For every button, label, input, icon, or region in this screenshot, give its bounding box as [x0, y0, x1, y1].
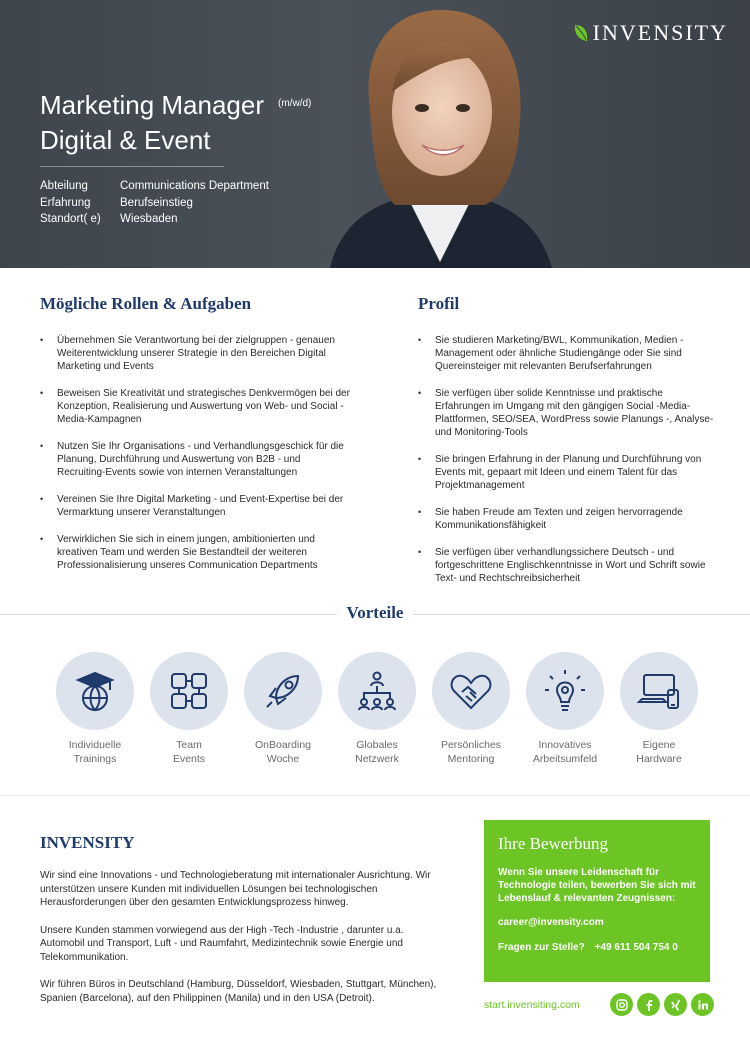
job-title-line1: Marketing Manager	[40, 90, 264, 120]
application-box	[484, 820, 710, 982]
benefit-circle	[56, 652, 134, 730]
application-email-link[interactable]: career@invensity.com	[498, 917, 604, 928]
graduation-globe-icon	[70, 666, 120, 716]
portrait-photo	[300, 0, 580, 268]
benefit-circle	[244, 652, 322, 730]
phone-number-link[interactable]: +49 611 504 754 0	[594, 942, 678, 953]
benefit-circle	[620, 652, 698, 730]
fact-row	[40, 195, 269, 212]
application-text: Wenn Sie unsere Leidenschaft für Technologie teilen, bewerben Sie sich mit Lebenslauf & relevanten Zeugnissen:	[498, 867, 696, 904]
benefit-label	[233, 738, 333, 766]
roles-section	[40, 294, 350, 586]
benefit-line2: Woche	[266, 753, 300, 765]
benefit-circle	[432, 652, 510, 730]
fact-row	[40, 178, 269, 195]
company-paragraph: Unsere Kunden stammen vorwiegend aus der High -Tech -Industrie , darunter u.a. Automobil und Transport, Luft - und Raumfahrt, Medizintechnik sowie Energie und Telekommunikation.	[40, 924, 404, 963]
fact-label: Standort( e)	[40, 213, 101, 225]
linkedin-icon	[696, 998, 710, 1012]
benefit-network	[338, 652, 416, 766]
job-title-line2: Digital & Event	[40, 125, 211, 155]
list-item: • Verwirklichen Sie sich in einem jungen, ambitionierten und kreativen Team und werden Sie Bestandteil der weiteren Professionalisierung unseres Communication Departments	[40, 533, 350, 572]
benefit-label	[327, 738, 427, 766]
profile-title: Profil	[418, 294, 460, 313]
section-separator	[0, 795, 750, 796]
fact-value: Berufseinstieg	[120, 196, 193, 209]
benefit-label	[609, 738, 709, 766]
job-title	[40, 86, 311, 158]
devices-icon	[634, 666, 684, 716]
benefit-line1: Innovatives	[538, 739, 592, 751]
benefit-mentoring	[432, 652, 510, 766]
benefit-circle	[150, 652, 228, 730]
handshake-heart-icon	[446, 666, 496, 716]
benefit-line1: Eigene	[642, 739, 676, 751]
team-hands-icon	[164, 666, 214, 716]
list-item: • Nutzen Sie Ihr Organisations - und Verhandlungsgeschick für die Planung, Durchführung und Auswertung von B2B - und Recruiting-Events sowie von internen Veranstaltungen	[40, 440, 350, 479]
fact-row	[40, 211, 269, 228]
fact-label: Erfahrung	[40, 196, 91, 209]
application-title: Ihre Bewerbung	[498, 834, 608, 853]
benefit-team-events	[150, 652, 228, 766]
instagram-link[interactable]	[610, 993, 633, 1016]
benefit-line1: Individuelle	[68, 739, 122, 751]
roles-list	[40, 334, 350, 572]
benefit-line1: OnBoarding	[254, 739, 312, 751]
benefit-label	[139, 738, 239, 766]
network-people-icon	[352, 666, 402, 716]
invensity-logo	[573, 20, 728, 46]
lightbulb-gear-icon	[540, 666, 590, 716]
list-item: • Vereinen Sie Ihre Digital Marketing - und Event-Expertise bei der Vermarktung unserer Veranstaltungen	[40, 493, 350, 519]
xing-icon	[669, 998, 683, 1012]
instagram-icon	[615, 998, 629, 1012]
fact-value: Wiesbaden	[120, 213, 178, 225]
company-paragraph: Wir sind eine Innovations - und Technologieberatung mit internationaler Ausrichtung. Wir unterstützen unsere Kunden mit individuellen Lösungen bei technologischen Herausforderungen über den gesamten Entwicklungsprozess hinweg.	[40, 870, 431, 908]
profile-section	[418, 294, 718, 599]
benefit-circle	[338, 652, 416, 730]
benefit-label	[421, 738, 521, 766]
hero-divider	[40, 166, 224, 167]
list-item: • Übernehmen Sie Verantwortung bei der zielgruppen - genauen Weiterentwicklung unserer Strategie in den Bereichen Digital Marketing und Events	[40, 334, 350, 373]
leaf-icon	[573, 23, 589, 43]
profile-list	[418, 334, 718, 585]
company-section	[40, 833, 440, 1005]
list-item: • Sie verfügen über solide Kenntnisse und praktische Erfahrungen im Umgang mit den gängigen Social -Media-Plattformen, SEO/SEA, WordPress sowie Planungs -, Analyse- und Monitoring-Tools	[418, 387, 718, 439]
website-link[interactable]: start.invensiting.com	[484, 999, 580, 1011]
social-links	[610, 993, 714, 1016]
list-item: • Sie haben Freude am Texten und zeigen hervorragende Kommunikationsfähigkeit	[418, 506, 718, 532]
benefit-line2: Netzwerk	[355, 753, 399, 765]
company-paragraph: Wir führen Büros in Deutschland (Hamburg, Düsseldorf, Wiesbaden, Stuttgart, München), Spanien (Barcelona), auf den Philippinen (Manila) und in den USA (Detroit).	[40, 979, 437, 1004]
hero-banner	[0, 0, 750, 268]
benefit-line2: Trainings	[73, 753, 117, 765]
benefit-line1: Persönliches	[440, 739, 502, 751]
gender-note: (m/w/d)	[278, 98, 312, 109]
rocket-icon	[258, 666, 308, 716]
benefit-hardware	[620, 652, 698, 766]
facebook-link[interactable]	[637, 993, 660, 1016]
linkedin-link[interactable]	[691, 993, 714, 1016]
fact-label: Abteilung	[40, 180, 88, 192]
job-facts	[40, 178, 269, 228]
benefit-line2: Hardware	[636, 753, 682, 765]
benefits-title: Vorteile	[337, 603, 414, 622]
benefits-heading	[0, 603, 750, 623]
benefit-onboarding	[244, 652, 322, 766]
benefit-workplace	[526, 652, 604, 766]
benefit-line2: Events	[172, 753, 206, 765]
benefit-line2: Arbeitsumfeld	[532, 753, 598, 765]
benefit-label	[45, 738, 145, 766]
benefit-label	[515, 738, 615, 766]
logo-text: INVENSITY	[592, 20, 728, 45]
xing-link[interactable]	[664, 993, 687, 1016]
phone-label: Fragen zur Stelle?	[498, 942, 585, 953]
benefits-row	[56, 652, 698, 766]
facebook-icon	[642, 998, 656, 1012]
fact-value: Communications Department	[120, 180, 269, 192]
list-item: • Sie bringen Erfahrung in der Planung und Durchführung von Events mit, gepaart mit Ideen und einem Talent für das Projektmanagement	[418, 453, 718, 492]
benefit-line1: Team	[176, 739, 202, 751]
list-item: • Sie verfügen über verhandlungssichere Deutsch - und fortgeschrittene Englischkenntnisse in Wort und Schrift sowie Text- und Rechtschreibsicherheit	[418, 546, 718, 585]
benefit-circle	[526, 652, 604, 730]
roles-title: Mögliche Rollen & Aufgaben	[40, 294, 252, 313]
application-phone	[498, 942, 696, 953]
list-item: • Beweisen Sie Kreativität und strategisches Denkvermögen bei der Konzeption, Realisierung und Auswertung von Web- und Social -Media-Kampagnen	[40, 387, 350, 426]
company-title: INVENSITY	[40, 833, 135, 852]
list-item: • Sie studieren Marketing/BWL, Kommunikation, Medien - Management oder ähnliche Studiengänge oder Sie sind Quereinsteiger mit relevanten Berufserfahrungen	[418, 334, 718, 373]
benefit-line1: Globales	[356, 739, 398, 751]
benefit-trainings	[56, 652, 134, 766]
benefit-line2: Mentoring	[447, 753, 495, 765]
